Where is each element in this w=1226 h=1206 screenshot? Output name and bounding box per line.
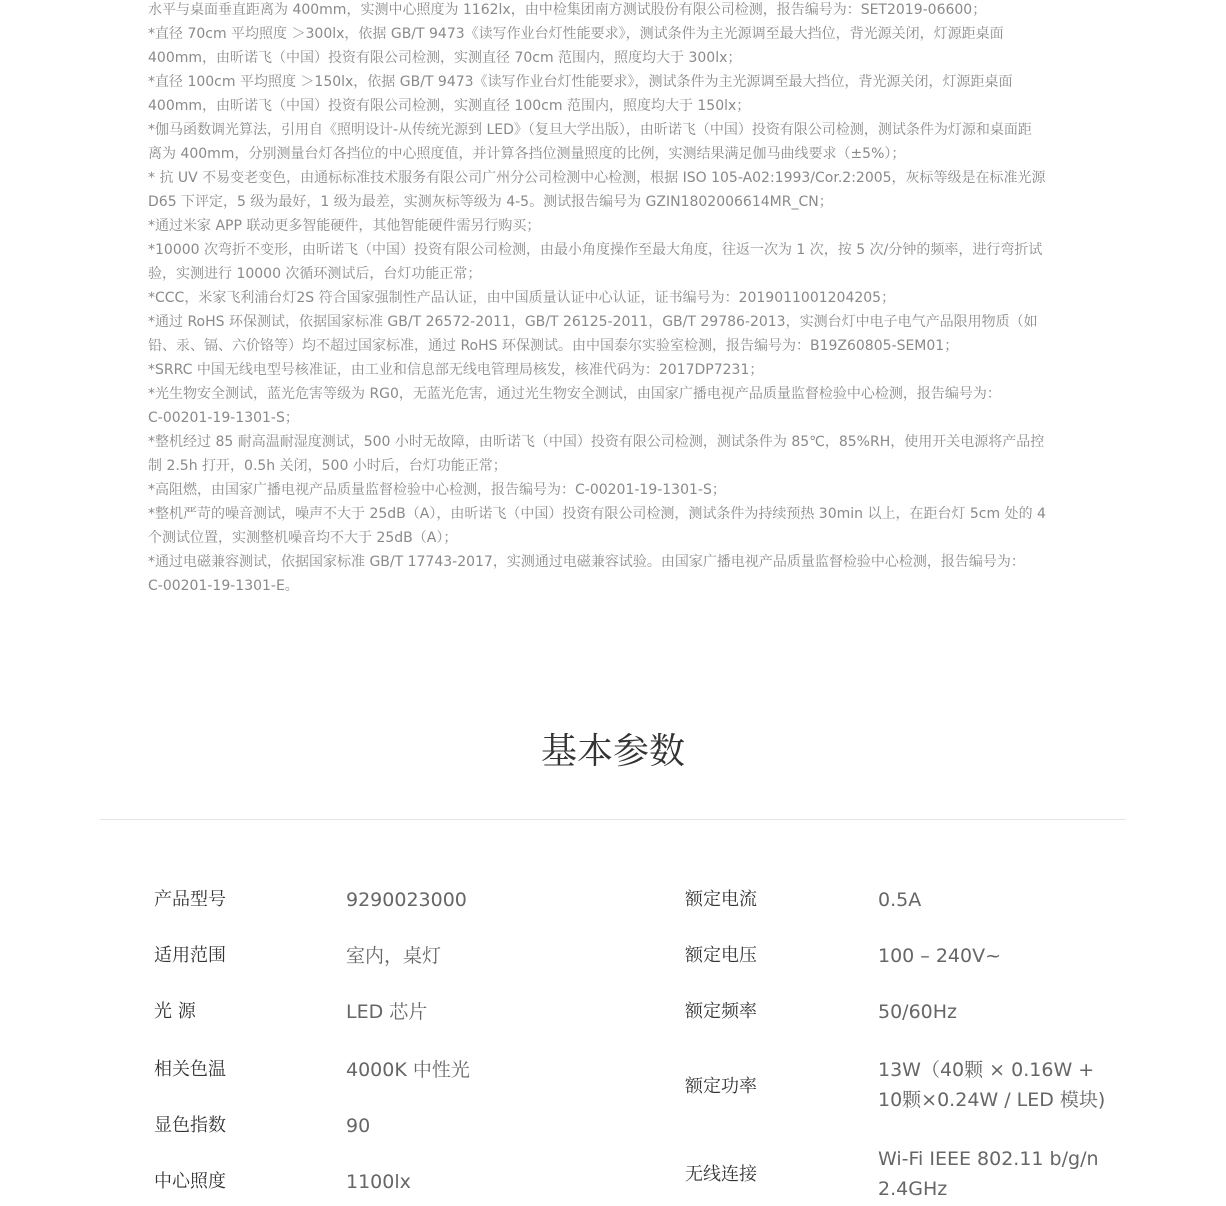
spec-value-center-illuminance: 1100lx <box>346 1171 411 1193</box>
spec-value-rated-voltage: 100 – 240V~ <box>878 945 1002 967</box>
spec-value-color-temp: 4000K 中性光 <box>346 1059 470 1081</box>
spec-value-model: 9290023000 <box>346 889 467 911</box>
spec-value-rated-power-line2: 10颗×0.24W / LED 模块) <box>878 1089 1106 1111</box>
footnote-line: 400mm，由昕诺飞（中国）投资有限公司检测，实测直径 70cm 范围内，照度均大于 300lx； <box>148 50 742 66</box>
spec-value-wireless-line2: 2.4GHz <box>878 1178 948 1200</box>
footnotes-list <box>148 0 1083 598</box>
spec-value-cri: 90 <box>346 1115 371 1137</box>
footnote-line: *通过米家 APP 联动更多智能硬件，其他智能硬件需另行购买； <box>148 218 541 234</box>
footnote-line: *整机经过 85 耐高温耐湿度测试，500 小时无故障，由昕诺飞（中国）投资有限公司检测，测试条件为 85℃，85%RH，使用开关电源将产品控 <box>148 434 1045 450</box>
spec-value-light-source: LED 芯片 <box>346 1001 428 1023</box>
footnote-line: 个测试位置，实测整机噪音均不大于 25dB（A）； <box>148 530 458 546</box>
section-divider <box>100 819 1126 820</box>
footnote-line: D65 下评定，5 级为最好，1 级为最差，实测灰标等级为 4-5。测试报告编号为 GZIN1802006614MR_CN； <box>148 194 833 210</box>
spec-value-wireless-line1: Wi-Fi IEEE 802.11 b/g/n <box>878 1148 1099 1170</box>
footnote-line: *通过电磁兼容测试，依据国家标准 GB/T 17743-2017，实测通过电磁兼容试验。由国家广播电视产品质量监督检验中心检测，报告编号为： <box>148 554 1025 570</box>
footnote-line: * 抗 UV 不易变老变色，由通标标准技术服务有限公司广州分公司检测中心检测，根据 ISO 105-A02:1993/Cor.2:2005，灰标等级是在标准光源 <box>148 170 1046 186</box>
footnote-line: *CCC，米家飞利浦台灯2S 符合国家强制性产品认证，由中国质量认证中心认证，证书编号为：2019011001204205； <box>148 290 896 306</box>
footnote-line: *高阻燃，由国家广播电视产品质量监督检验中心检测，报告编号为：C-00201-19-1301-S； <box>148 482 726 498</box>
spec-value-rated-frequency: 50/60Hz <box>878 1001 958 1023</box>
footnote-line: *直径 70cm 平均照度 ＞300lx，依据 GB/T 9473《读写作业台灯性能要求》，测试条件为主光源调至最大挡位，背光源关闭，灯源距桌面 <box>148 26 1004 42</box>
spec-label-scope: 适用范围 <box>154 945 226 966</box>
footnote-line: 验，实测进行 10000 次循环测试后，台灯功能正常； <box>148 266 482 282</box>
footnote-line: *伽马函数调光算法，引用自《照明设计-从传统光源到 LED》（复旦大学出版），由昕诺飞（中国）投资有限公司检测，测试条件为灯源和桌面距 <box>148 122 1032 138</box>
footnote-line: C-00201-19-1301-S； <box>148 410 299 426</box>
spec-label-rated-frequency: 额定频率 <box>685 1001 757 1022</box>
footnote-line: 离为 400mm，分别测量台灯各挡位的中心照度值，并计算各挡位测量照度的比例，实测结果满足伽马曲线要求（±5%）； <box>148 146 906 162</box>
spec-label-cri: 显色指数 <box>154 1115 226 1136</box>
footnote-line: 制 2.5h 打开，0.5h 关闭，500 小时后，台灯功能正常； <box>148 458 507 474</box>
section-title: 基本参数 <box>540 731 685 772</box>
spec-label-color-temp: 相关色温 <box>154 1059 226 1080</box>
footnote-line: 400mm，由昕诺飞（中国）投资有限公司检测，实测直径 100cm 范围内，照度均大于 150lx； <box>148 98 751 114</box>
spec-label-rated-voltage: 额定电压 <box>685 945 757 966</box>
spec-value-rated-current: 0.5A <box>878 889 922 911</box>
spec-value-scope: 室内，桌灯 <box>346 945 442 967</box>
footnote-line: *直径 100cm 平均照度 ＞150lx，依据 GB/T 9473《读写作业台灯性能要求》，测试条件为主光源调至最大挡位，背光源关闭，灯源距桌面 <box>148 74 1013 90</box>
spec-label-light-source: 光 源 <box>154 1001 196 1022</box>
footnote-line: *通过 RoHS 环保测试，依据国家标准 GB/T 26572-2011，GB/T 26125-2011，GB/T 29786-2013，实测台灯中电子电气产品限用物质（如 <box>148 314 1038 330</box>
spec-label-rated-power: 额定功率 <box>685 1076 757 1097</box>
footnote-line: *SRRC 中国无线电型号核准证，由工业和信息部无线电管理局核发，核准代码为：2017DP7231； <box>148 362 764 378</box>
spec-label-rated-current: 额定电流 <box>685 889 757 910</box>
spec-label-wireless: 无线连接 <box>685 1164 757 1185</box>
spec-label-center-illuminance: 中心照度 <box>154 1171 226 1192</box>
spec-label-model: 产品型号 <box>154 889 226 910</box>
footnote-line: *整机严苛的噪音测试，噪声不大于 25dB（A），由昕诺飞（中国）投资有限公司检测，测试条件为持续预热 30min 以上，在距台灯 5cm 处的 4 <box>148 506 1046 522</box>
footnote-line: C-00201-19-1301-E。 <box>148 578 299 594</box>
footnote-line: *10000 次弯折不变形，由昕诺飞（中国）投资有限公司检测，由最小角度操作至最大角度，往返一次为 1 次，按 5 次/分钟的频率，进行弯折试 <box>148 242 1043 258</box>
spec-value-rated-power-line1: 13W（40颗 × 0.16W + <box>878 1059 1095 1081</box>
footnote-line: *光生物安全测试，蓝光危害等级为 RG0，无蓝光危害，通过光生物安全测试，由国家广播电视产品质量监督检验中心检测，报告编号为： <box>148 386 1001 402</box>
footnote-line: 铅、汞、镉、六价铬等）均不超过国家标准，通过 RoHS 环保测试。由中国泰尔实验室检测，报告编号为：B19Z60805-SEM01； <box>148 338 959 354</box>
footnote-line: 水平与桌面垂直距离为 400mm，实测中心照度为 1162lx，由中检集团南方测试股份有限公司检测，报告编号为：SET2019-06600； <box>148 2 987 18</box>
